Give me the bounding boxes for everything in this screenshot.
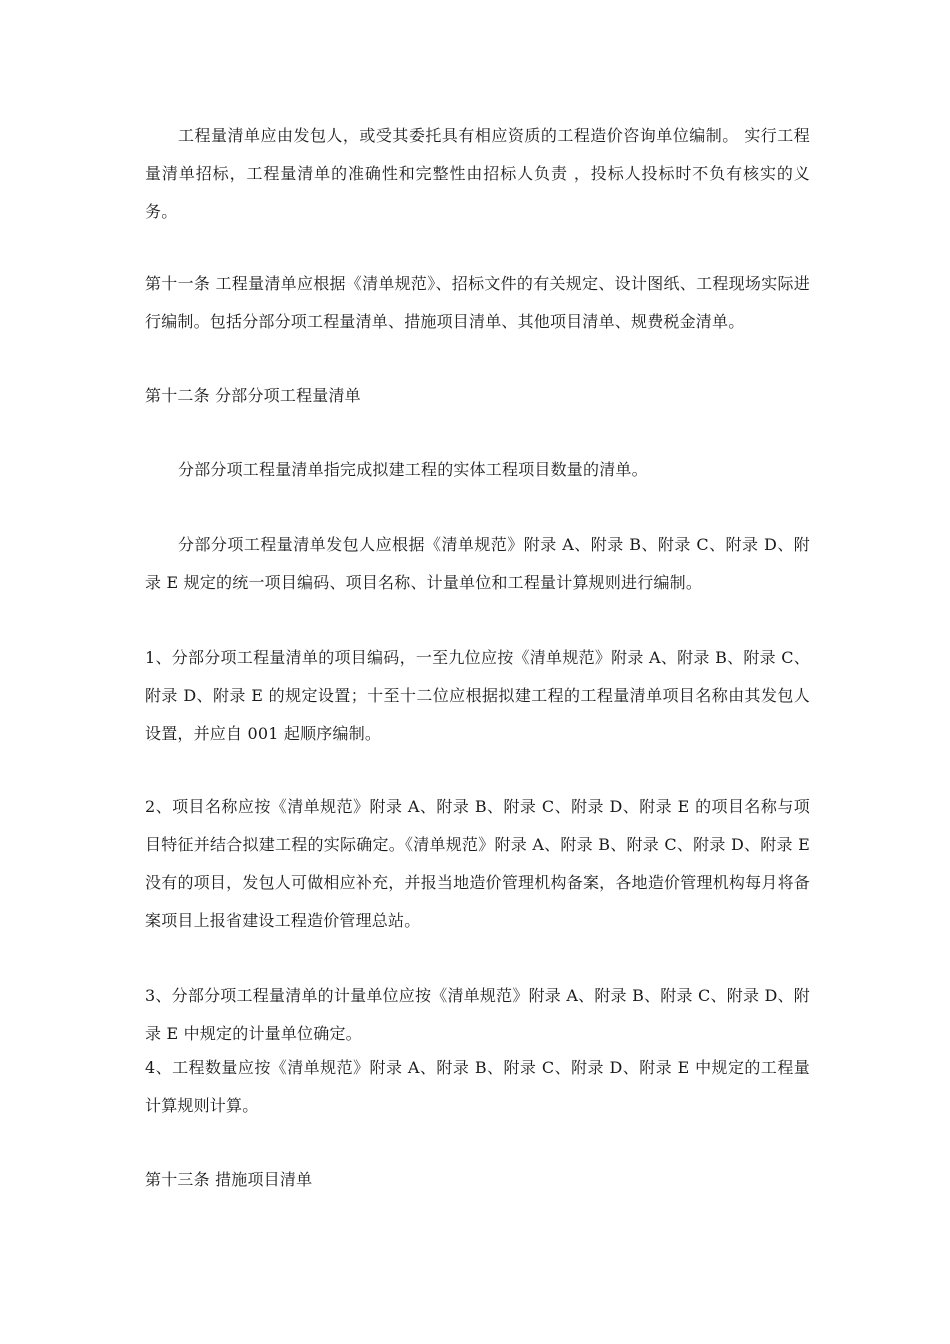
article-11: 第十一条 工程量清单应根据《清单规范》、招标文件的有关规定、设计图纸、工程现场实际进行编制。包括分部分项工程量清单、措施项目清单、其他项目清单、规费税金清单。 — [145, 274, 810, 331]
list-item-1: 1、分部分项工程量清单的项目编码，一至九位应按《清单规范》附录 A、附录 B、附录 C、附录 D、附录 E 的规定设置；十至十二位应根据拟建工程的工程量清单项目名称由其发包人设置，并应自 001 起顺序编制。 — [145, 648, 810, 743]
list-item-3: 3、分部分项工程量清单的计量单位应按《清单规范》附录 A、附录 B、附录 C、附录 D、附录 E 中规定的计量单位确定。 — [145, 986, 810, 1043]
list-item-4: 4、工程数量应按《清单规范》附录 A、附录 B、附录 C、附录 D、附录 E 中规定的工程量计算规则计算。 — [145, 1058, 810, 1115]
article-13-heading: 第十三条 措施项目清单 — [145, 1170, 313, 1189]
article-12-heading: 第十二条 分部分项工程量清单 — [145, 386, 361, 405]
paragraph-definition: 分部分项工程量清单指完成拟建工程的实体工程项目数量的清单。 — [178, 460, 648, 479]
paragraph-compilation: 分部分项工程量清单发包人应根据《清单规范》附录 A、附录 B、附录 C、附录 D、附录 E 规定的统一项目编码、项目名称、计量单位和工程量计算规则进行编制。 — [145, 535, 810, 592]
list-item-2: 2、项目名称应按《清单规范》附录 A、附录 B、附录 C、附录 D、附录 E 的项目名称与项目特征并结合拟建工程的实际确定。《清单规范》附录 A、附录 B、附录 C、附录 D、附录 E 没有的项目，发包人可做相应补充，并报当地造价管理机构备案，各地造价管理机构每月将备案项目上报省建设工程造价管理总站。 — [145, 797, 810, 930]
paragraph-bill-responsibility: 工程量清单应由发包人，或受其委托具有相应资质的工程造价咨询单位编制。 实行工程量清单招标，工程量清单的准确性和完整性由招标人负责 ，投标人投标时不负有核实的义务。 — [145, 126, 810, 221]
